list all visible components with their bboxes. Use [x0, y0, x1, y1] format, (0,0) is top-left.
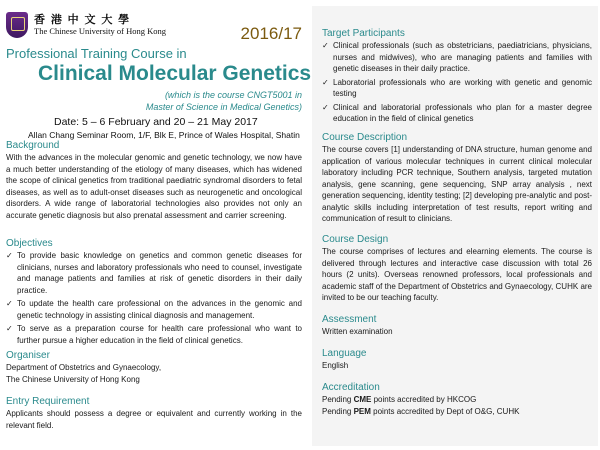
right-column — [312, 6, 598, 446]
target-list — [322, 40, 592, 125]
entry-section — [6, 396, 302, 431]
objectives-list — [6, 250, 302, 346]
language-heading: Language — [322, 348, 367, 359]
logo-chinese-name: 香 港 中 文 大 學 — [34, 13, 131, 26]
objective-item: ✓ To provide basic knowledge on genetics and common genetic diseases for clinicians, nurses and laboratory professionals who need to counsel, investigate and manage patients and families at risk of genetic disorders in their daily practice. — [6, 251, 302, 295]
assessment-text: Written examination — [322, 327, 393, 336]
description-text: The course covers [1] understanding of DNA structure, human genome and application of various molecular techniques in current clinical molecular laboratory including PCR technique, Southern analysis, targeted mutation analysis, gene scanning, gene sequencing, SNP array analysis , next generation sequencing, identity testing; [2] developing pre-analytic and post-analytic skills including interpretation of test results, report writing and communication of result to clinicians. — [322, 145, 592, 223]
background-text: With the advances in the molecular genomic and genetic technology, we now have a much better understanding of the etiology of many diseases, which has widened the scope of clinical genetics from traditional paediatric syndromal disorders to fetal diseases, as well as to adult-onset diseases such as neurogenetic and oncological disorders. A wide range of laboratorial technologies also provides not only an accurate genetic diagnosis but also prenatal assessment and carrier screening. — [6, 153, 302, 220]
checkmark-icon: ✓ — [322, 102, 329, 112]
assessment-section — [322, 314, 592, 338]
checkmark-icon: ✓ — [6, 251, 13, 260]
checkmark-icon: ✓ — [322, 41, 329, 50]
target-section — [322, 28, 592, 127]
design-heading: Course Design — [322, 234, 389, 245]
target-heading: Target Participants — [322, 28, 405, 39]
objective-item: ✓ To serve as a preparation course for health care professional who want to further pursue a higher education in the field of clinical genetics. — [6, 324, 302, 345]
checkmark-icon: ✓ — [322, 77, 329, 87]
course-subtitle: Professional Training Course in — [6, 46, 187, 61]
organiser-line-2: The Chinese University of Hong Kong — [6, 374, 140, 384]
accreditation-cme: Pending CME points accredited by HKCOG — [322, 395, 477, 404]
description-heading: Course Description — [322, 132, 408, 143]
objective-item: ✓ To update the health care professional on the advances in the genomic and genetic technology in assisting clinical diagnosis and management. — [6, 299, 302, 320]
checkmark-icon: ✓ — [6, 299, 13, 308]
course-code-note-2: Master of Science in Medical Genetics) — [145, 102, 302, 112]
language-text: English — [322, 361, 349, 370]
university-logo — [6, 10, 186, 40]
logo-english-name: The Chinese University of Hong Kong — [34, 26, 166, 36]
course-title: Clinical Molecular Genetics — [38, 62, 312, 85]
course-dates: Date: 5 – 6 February and 20 – 21 May 2017 — [54, 116, 258, 128]
checkmark-icon: ✓ — [6, 324, 13, 333]
target-item: ✓ Clinical and laboratorial professionals who plan for a master degree education in the field of clinical genetics — [322, 102, 592, 123]
background-section — [6, 140, 302, 221]
target-item: ✓ Laboratorial professionals who are working with genetic and genomic testing — [322, 77, 592, 98]
course-venue: Allan Chang Seminar Room, 1/F, Blk E, Prince of Wales Hospital, Shatin — [28, 130, 300, 140]
academic-year: 2016/17 — [240, 24, 302, 43]
entry-heading: Entry Requirement — [6, 396, 90, 407]
objectives-section — [6, 238, 302, 348]
entry-text: Applicants should possess a degree or equivalent and currently working in the relevant field. — [6, 409, 302, 430]
background-heading: Background — [6, 140, 60, 151]
target-item: ✓ Clinical professionals (such as obstetricians, paediatricians, physicians, nurses and midwives), who are managing patients and families with genetic diseases in their daily practice. — [322, 41, 592, 73]
assessment-heading: Assessment — [322, 314, 377, 325]
accreditation-pem: Pending PEM points accredited by Dept of O&G, CUHK — [322, 406, 520, 416]
objectives-heading: Objectives — [6, 238, 53, 249]
description-section — [322, 132, 592, 225]
accreditation-section — [322, 382, 592, 417]
organiser-heading: Organiser — [6, 350, 50, 361]
design-text: The course comprises of lectures and elearning elements. The course is delivered through lectures and interactive case discussion with total 26 hours (2 units). Overseas renowned professors, local professionals and academic staff of the Department of Obstetrics and Gynaecology, CUHK are invited to be our teaching faculty. — [322, 247, 592, 302]
language-section — [322, 348, 592, 372]
left-column — [4, 6, 312, 446]
accreditation-heading: Accreditation — [322, 382, 380, 393]
course-code-note-1: (which is the course CNGT5001 in — [164, 90, 302, 100]
organiser-section — [6, 350, 302, 385]
organiser-line-1: Department of Obstetrics and Gynaecology, — [6, 363, 162, 372]
design-section — [322, 234, 592, 304]
university-seal-icon — [6, 12, 28, 38]
